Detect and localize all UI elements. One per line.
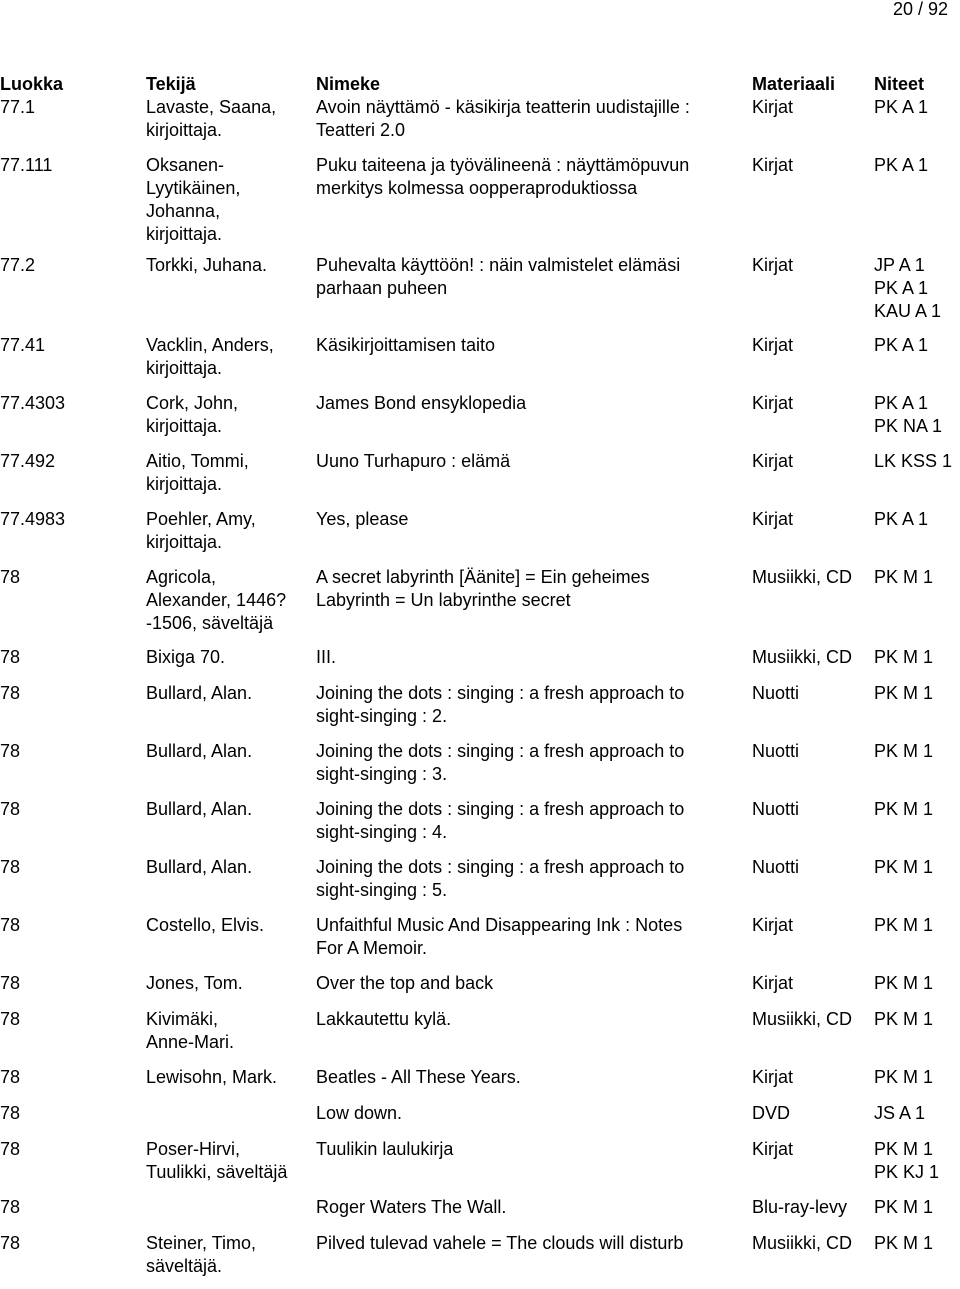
cell-nimeke [316,856,744,902]
niteet-line: PK M 1 [874,1233,934,1253]
cell-tekija [146,566,308,635]
cell-luokka: 77.4983 [0,509,66,529]
page-number: 20 / 92 [892,0,948,19]
niteet-line: PK A 1 [874,278,929,298]
niteet-line: PK M 1 [874,973,934,993]
nimeke-line: Joining the dots : singing : a fresh approach to [316,741,685,761]
cell-nimeke [316,740,744,786]
cell-materiaali: Musiikki, CD [752,567,853,587]
tekija-line: Kivimäki, [146,1009,219,1029]
cell-tekija [146,798,308,821]
cell-niteet [874,1066,960,1089]
tekija-line: Alexander, 1446? [146,590,287,610]
cell-nimeke [316,972,744,995]
cell-tekija [146,254,308,277]
table-header [0,73,960,96]
cell-niteet [874,1102,960,1125]
cell-niteet [874,1196,960,1219]
cell-nimeke [316,566,744,612]
cell-luokka: 78 [0,683,21,703]
cell-materiaali: Kirjat [752,973,794,993]
cell-luokka: 78 [0,857,21,877]
cell-niteet [874,646,960,669]
table-row [0,646,960,682]
cell-nimeke [316,1066,744,1089]
niteet-line: PK M 1 [874,1009,934,1029]
tekija-line: Bullard, Alan. [146,741,253,761]
cell-tekija [146,334,308,380]
cell-tekija [146,914,308,937]
tekija-line: Lewisohn, Mark. [146,1067,278,1087]
niteet-line: PK KJ 1 [874,1162,940,1182]
cell-materiaali: Kirjat [752,155,794,175]
cell-nimeke [316,1232,744,1255]
niteet-line: PK M 1 [874,1139,934,1159]
cell-niteet [874,740,960,763]
nimeke-line: Puku taiteena ja työvälineenä : näyttämöpuvun [316,155,690,175]
niteet-line: LK KSS 1 [874,451,953,471]
tekija-line: Bullard, Alan. [146,857,253,877]
tekija-line: säveltäjä. [146,1256,223,1276]
niteet-line: PK M 1 [874,741,934,761]
cell-nimeke [316,646,744,669]
cell-nimeke [316,334,744,357]
table-row [0,1008,960,1066]
cell-nimeke [316,450,744,473]
tekija-line: kirjoittaja. [146,474,223,494]
cell-tekija [146,740,308,763]
tekija-line: Bixiga 70. [146,647,226,667]
nimeke-line: Joining the dots : singing : a fresh approach to [316,799,685,819]
cell-tekija [146,154,308,246]
cell-niteet [874,450,960,473]
tekija-line: kirjoittaja. [146,416,223,436]
cell-luokka: 77.4303 [0,393,66,413]
nimeke-line: Joining the dots : singing : a fresh approach to [316,683,685,703]
cell-niteet [874,392,960,438]
header-materiaali: Materiaali [752,74,836,94]
table-row [0,96,960,154]
niteet-line: PK M 1 [874,567,934,587]
nimeke-line: Avoin näyttämö - käsikirja teatterin uudistajille : [316,97,690,117]
table-row [0,798,960,856]
cell-niteet [874,856,960,879]
tekija-line: kirjoittaja. [146,358,223,378]
cell-nimeke [316,1102,744,1125]
table-row [0,856,960,914]
tekija-line: Oksanen- [146,155,225,175]
tekija-line: kirjoittaja. [146,532,223,552]
niteet-line: PK A 1 [874,335,929,355]
niteet-line: PK A 1 [874,393,929,413]
niteet-line: PK NA 1 [874,416,943,436]
niteet-line: PK A 1 [874,509,929,529]
header-niteet: Niteet [874,74,925,94]
cell-materiaali: Kirjat [752,335,794,355]
nimeke-line: Uuno Turhapuro : elämä [316,451,511,471]
tekija-line: Lyytikäinen, [146,178,241,198]
cell-niteet [874,1008,960,1031]
cell-luokka: 78 [0,915,21,935]
cell-tekija [146,1008,308,1054]
tekija-line: Jones, Tom. [146,973,243,993]
nimeke-line: merkitys kolmessa oopperaproduktiossa [316,178,638,198]
table-row [0,914,960,972]
cell-niteet [874,972,960,995]
tekija-line: Bullard, Alan. [146,683,253,703]
cell-nimeke [316,682,744,728]
niteet-line: PK M 1 [874,1197,934,1217]
cell-nimeke [316,1196,744,1219]
nimeke-line: Beatles - All These Years. [316,1067,521,1087]
cell-luokka: 77.111 [0,155,53,175]
cell-materiaali: Musiikki, CD [752,1009,853,1029]
nimeke-line: Over the top and back [316,973,494,993]
niteet-line: JS A 1 [874,1103,926,1123]
cell-luokka: 78 [0,1139,21,1159]
tekija-line: -1506, säveltäjä [146,613,274,633]
cell-materiaali: Kirjat [752,915,794,935]
cell-materiaali: Nuotti [752,683,800,703]
cell-luokka: 78 [0,1103,21,1123]
cell-materiaali: Kirjat [752,393,794,413]
cell-nimeke [316,1008,744,1031]
niteet-line: KAU A 1 [874,301,942,321]
table-row [0,740,960,798]
cell-tekija [146,392,308,438]
tekija-line: Agricola, [146,567,217,587]
cell-luokka: 78 [0,567,21,587]
nimeke-line: Unfaithful Music And Disappearing Ink : Notes [316,915,683,935]
cell-nimeke [316,1138,744,1161]
nimeke-line: Joining the dots : singing : a fresh approach to [316,857,685,877]
table-row [0,254,960,334]
nimeke-line: Labyrinth = Un labyrinthe secret [316,590,571,610]
cell-tekija [146,1066,308,1089]
nimeke-line: sight-singing : 3. [316,764,448,784]
nimeke-line: Roger Waters The Wall. [316,1197,507,1217]
niteet-line: PK M 1 [874,647,934,667]
nimeke-line: parhaan puheen [316,278,448,298]
table-row [0,566,960,646]
cell-luokka: 78 [0,1009,21,1029]
nimeke-line: sight-singing : 2. [316,706,448,726]
cell-luokka: 78 [0,799,21,819]
table-row [0,154,960,254]
nimeke-line: Tuulikin laulukirja [316,1139,454,1159]
cell-materiaali: Kirjat [752,1139,794,1159]
nimeke-line: Lakkautettu kylä. [316,1009,452,1029]
cell-tekija [146,972,308,995]
cell-luokka: 78 [0,1197,21,1217]
tekija-line: Poehler, Amy, [146,509,256,529]
nimeke-line: Puhevalta käyttöön! : näin valmistelet elämäsi [316,255,681,275]
cell-niteet [874,914,960,937]
cell-niteet [874,1138,960,1184]
cell-niteet [874,334,960,357]
cell-luokka: 77.492 [0,451,56,471]
cell-materiaali: Nuotti [752,857,800,877]
tekija-line: Aitio, Tommi, [146,451,249,471]
niteet-line: PK M 1 [874,799,934,819]
niteet-line: PK M 1 [874,1067,934,1087]
table-row [0,1232,960,1278]
niteet-line: PK M 1 [874,683,934,703]
nimeke-line: Käsikirjoittamisen taito [316,335,496,355]
tekija-line: Bullard, Alan. [146,799,253,819]
table-row [0,392,960,450]
tekija-line: Poser-Hirvi, [146,1139,241,1159]
cell-nimeke [316,914,744,960]
table-row [0,1066,960,1102]
cell-materiaali: Kirjat [752,451,794,471]
cell-niteet [874,154,960,177]
cell-niteet [874,508,960,531]
tekija-line: Costello, Elvis. [146,915,265,935]
niteet-line: PK M 1 [874,915,934,935]
nimeke-line: Yes, please [316,509,409,529]
cell-niteet [874,1232,960,1255]
cell-niteet [874,682,960,705]
catalog-table [0,73,960,1278]
nimeke-line: A secret labyrinth [Äänite] = Ein geheimes [316,567,650,587]
cell-tekija [146,1138,308,1184]
cell-nimeke [316,392,744,415]
cell-materiaali: Kirjat [752,255,794,275]
table-row [0,1196,960,1232]
table-body [0,96,960,1278]
table-row [0,450,960,508]
cell-materiaali: Nuotti [752,799,800,819]
nimeke-line: Teatteri 2.0 [316,120,406,140]
cell-niteet [874,798,960,821]
nimeke-line: sight-singing : 4. [316,822,448,842]
tekija-line: Steiner, Timo, [146,1233,257,1253]
cell-luokka: 78 [0,1067,21,1087]
cell-luokka: 77.2 [0,255,36,275]
tekija-line: Johanna, [146,201,221,221]
header-luokka: Luokka [0,74,64,94]
cell-nimeke [316,508,744,531]
tekija-line: Vacklin, Anders, [146,335,274,355]
tekija-line: kirjoittaja. [146,120,223,140]
nimeke-line: sight-singing : 5. [316,880,448,900]
cell-materiaali: Nuotti [752,741,800,761]
cell-materiaali: Kirjat [752,97,794,117]
tekija-line: Lavaste, Saana, [146,97,277,117]
table-row [0,508,960,566]
niteet-line: PK A 1 [874,155,929,175]
tekija-line: Anne-Mari. [146,1032,235,1052]
table-row [0,1138,960,1196]
cell-tekija [146,856,308,879]
nimeke-line: James Bond ensyklopedia [316,393,527,413]
table-row [0,972,960,1008]
table-row [0,1102,960,1138]
cell-luokka: 78 [0,741,21,761]
table-row [0,682,960,740]
header-nimeke: Nimeke [316,74,381,94]
cell-nimeke [316,798,744,844]
tekija-line: Torkki, Juhana. [146,255,268,275]
cell-materiaali: Kirjat [752,509,794,529]
cell-materiaali: Kirjat [752,1067,794,1087]
niteet-line: PK M 1 [874,857,934,877]
cell-luokka: 78 [0,973,21,993]
cell-tekija [146,1232,308,1278]
cell-materiaali: Blu-ray-levy [752,1197,848,1217]
cell-niteet [874,566,960,589]
cell-nimeke [316,254,744,300]
cell-tekija [146,450,308,496]
cell-niteet [874,254,960,323]
nimeke-line: Low down. [316,1103,403,1123]
header-tekija: Tekijä [146,74,196,94]
cell-luokka: 78 [0,647,21,667]
cell-materiaali: Musiikki, CD [752,1233,853,1253]
cell-luokka: 78 [0,1233,21,1253]
tekija-line: Tuulikki, säveltäjä [146,1162,288,1182]
cell-luokka: 77.1 [0,97,36,117]
cell-materiaali: DVD [752,1103,791,1123]
tekija-line: Cork, John, [146,393,239,413]
cell-materiaali: Musiikki, CD [752,647,853,667]
cell-luokka: 77.41 [0,335,46,355]
cell-tekija [146,682,308,705]
tekija-line: kirjoittaja. [146,224,223,244]
cell-tekija [146,508,308,554]
nimeke-line: III. [316,647,337,667]
cell-nimeke [316,154,744,200]
cell-tekija [146,96,308,142]
cell-tekija [146,646,308,669]
nimeke-line: Pilved tulevad vahele = The clouds will disturb [316,1233,684,1253]
nimeke-line: For A Memoir. [316,938,428,958]
table-row [0,334,960,392]
niteet-line: PK A 1 [874,97,929,117]
niteet-line: JP A 1 [874,255,925,275]
cell-niteet [874,96,960,119]
cell-nimeke [316,96,744,142]
